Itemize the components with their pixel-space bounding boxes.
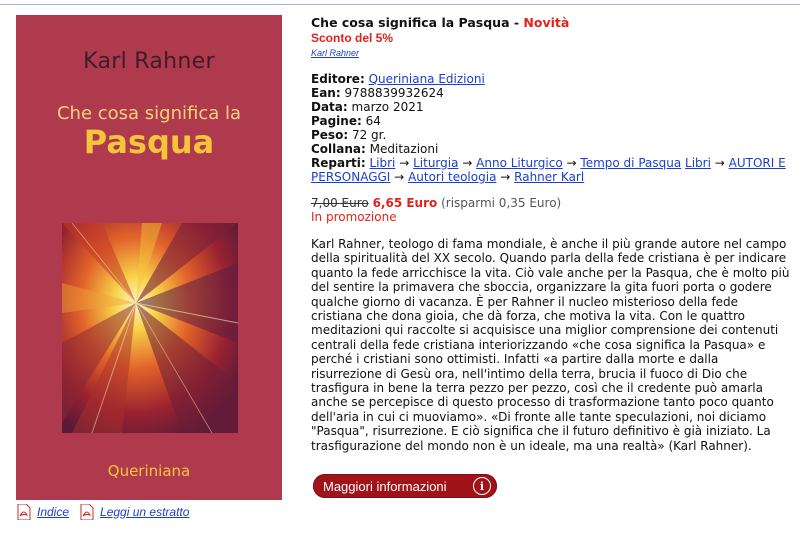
old-price: 7,00 Euro: [311, 196, 369, 210]
top-divider: [0, 4, 800, 5]
department-link[interactable]: Rahner Karl: [514, 170, 585, 184]
cover-title-line1: Che cosa significa la: [56, 103, 242, 124]
department-link[interactable]: Tempo di Pasqua: [580, 156, 682, 170]
series-value: Meditazioni: [369, 142, 439, 156]
pages-value: 64: [365, 114, 381, 128]
product-info: [311, 16, 791, 453]
series-label: Collana:: [311, 142, 366, 156]
product-title-line: [311, 16, 791, 30]
info-icon: i: [473, 477, 491, 495]
product-details: [311, 72, 791, 184]
department-link[interactable]: Anno Liturgico: [476, 156, 563, 170]
current-price: 6,65 Euro: [372, 196, 438, 210]
publisher-label: Editore:: [311, 72, 365, 86]
new-badge: Novità: [523, 15, 570, 30]
department-link[interactable]: Liturgia: [413, 156, 459, 170]
cover-title-line2: Pasqua: [83, 123, 215, 161]
cover-artwork: [62, 223, 238, 433]
product-title: Che cosa significa la Pasqua: [311, 15, 510, 30]
pdf-icon[interactable]: [16, 504, 31, 520]
weight-value: 72 gr.: [351, 128, 387, 142]
cover-publisher: Queriniana: [107, 462, 191, 480]
breadcrumb-arrow: →: [462, 156, 473, 170]
department-link[interactable]: Autori teologia: [408, 170, 497, 184]
ean-value: 9788839932624: [344, 86, 444, 100]
breadcrumb-arrow: →: [500, 170, 511, 184]
breadcrumb-arrow: →: [714, 156, 725, 170]
department-link[interactable]: Libri: [685, 156, 711, 170]
departments-label: Reparti:: [311, 156, 366, 170]
document-links: [16, 503, 199, 521]
department-link[interactable]: AUTORI E PERSONAGGI: [311, 156, 786, 184]
index-link[interactable]: Indice: [37, 505, 70, 519]
breadcrumb-arrow: →: [399, 156, 410, 170]
cover-author: Karl Rahner: [83, 49, 215, 74]
product-description: Karl Rahner, teologo di fama mondiale, è anche il più grande autore nel campo della spiritualità del XX secolo. Quando parla della fede cristiana è per indicare quanto la fede arricchisce la vita. Ciò vale anche per la Pasqua, che è molto più del sentire la primavera che sboccia, organizzare la gita fuori porta o godere qualche giorno di vacanza. È per Rahner il nucleo misterioso della fede cristiana che dona gioia, che dà forza, che motiva la vita. Con le quattro meditazioni qui raccolte si acquisisce una miglior comprensione dei contenuti centrali della fede cristiana interiorizzando «che cosa significa la Pasqua» e perché i cristiani sono ottimisti. Infatti «a partire dalla morte e dalla risurrezione di Gesù ora, nell'intimo della terra, brucia il fuoco di Dio che trasfigura in bene la terra pezzo per pezzo, così che il credente può amarla anche se percepisce di questo processo di trasformazione tanto poco quanto dell'aria in cui ci muoviamo». «Di fronte alle tante speculazioni, noi diciamo "Pasqua", risurrezione. E ciò significa che il futuro definitivo è già iniziato. La trasfigurazione del mondo non è un ideale, ma una realtà» (Karl Rahner).: [311, 237, 790, 453]
excerpt-link[interactable]: Leggi un estratto: [100, 505, 190, 519]
pdf-icon[interactable]: [79, 504, 94, 520]
breadcrumb-arrow: →: [394, 170, 405, 184]
price-block: [311, 196, 791, 224]
savings-text: (risparmi 0,35 Euro): [441, 196, 562, 210]
weight-label: Peso:: [311, 128, 349, 142]
more-info-label: Maggiori informazioni: [323, 478, 447, 494]
ean-label: Ean:: [311, 86, 341, 100]
departments-row: [311, 156, 791, 184]
title-separator: -: [509, 15, 524, 30]
promo-label: In promozione: [311, 210, 397, 224]
date-label: Data:: [311, 100, 348, 114]
pages-label: Pagine:: [311, 114, 362, 128]
more-info-button[interactable]: [313, 474, 497, 498]
breadcrumb-arrow: →: [566, 156, 577, 170]
book-cover[interactable]: [16, 15, 282, 500]
publisher-link[interactable]: Queriniana Edizioni: [368, 72, 485, 86]
discount-label: Sconto del 5%: [311, 31, 394, 45]
author-link[interactable]: Karl Rahner: [311, 48, 360, 58]
department-link[interactable]: Libri: [369, 156, 396, 170]
date-value: marzo 2021: [351, 100, 424, 114]
